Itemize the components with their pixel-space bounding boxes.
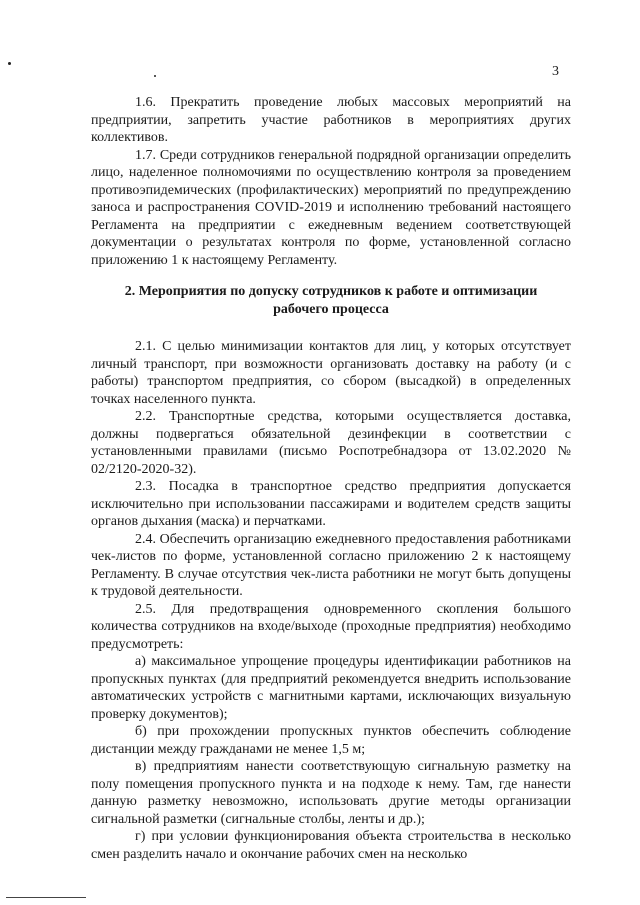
- scan-speck: [154, 75, 156, 77]
- paragraph-2-5: 2.5. Для предотвращения одновременного скопления большого количества сотрудников на входе/выходе (проходные предприятия) необходимо предусмотреть:: [91, 601, 571, 652]
- paragraph-2-2: 2.2. Транспортные средства, которыми осуществляется доставка, должны подвергаться обязательной дезинфекции в соответствии с установленными правилами (письмо Роспотребнадзора от 13.02.2020 № 02/2120-2020-32).: [91, 409, 571, 477]
- list-item-g: г) при условии функционирования объекта строительства в несколько смен разделить начало и окончание рабочих смен на несколько: [91, 829, 571, 862]
- footer-rule: [6, 897, 86, 898]
- scan-speck: [8, 62, 11, 65]
- paragraph-2-1: 2.1. С целью минимизации контактов для лиц, у которых отсутствует личный транспорт, при возможности организовать доставку на работу (и с работы) транспортом предприятия, со сбором (высадкой) в определенных точках населенного пункта.: [91, 339, 571, 407]
- paragraph-2-3: 2.3. Посадка в транспортное средство предприятия допускается исключительно при использовании пассажирами и водителем средств защиты органов дыхания (маска) и перчатками.: [91, 479, 571, 529]
- document-body: [91, 94, 571, 863]
- paragraph-1-6: 1.6. Прекратить проведение любых массовых мероприятий на предприятии, запретить участие работников в мероприятиях других коллективов.: [91, 95, 571, 145]
- list-item-a: а) максимальное упрощение процедуры идентификации работников на пропускных пунктах (для предприятий рекомендуется внедрить использование автоматических устройств с магнитными картами, исключающих визуальную проверку документов);: [91, 654, 571, 722]
- paragraph-1-7: 1.7. Среди сотрудников генеральной подрядной организации определить лицо, наделенное полномочиями по осуществлению контроля за проведением противоэпидемических (профилактических) мероприятий по предупреждению заноса и распространения COVID-2019 и исполнению требований настоящего Регламента на предприятии с ежедневным ведением соответствующей документации о результатах контроля по форме, установленной согласно приложению 1 к настоящему Регламенту.: [91, 147, 571, 268]
- list-item-b: б) при прохождении пропускных пунктов обеспечить соблюдение дистанции между гражданами не менее 1,5 м;: [91, 724, 571, 757]
- section-2-heading: 2. Мероприятия по допуску сотрудников к работе и оптимизации рабочего процесса: [124, 284, 538, 317]
- paragraph-2-4: 2.4. Обеспечить организацию ежедневного предоставления работниками чек-листов по форме, установленной согласно приложению 2 к настоящему Регламенту. В случае отсутствия чек-листа работники не могут быть допущены к трудовой деятельности.: [91, 531, 571, 599]
- page-number: 3: [552, 64, 559, 79]
- list-item-v: в) предприятиям нанести соответствующую сигнальную разметку на полу помещения пропускного пункта и на подходе к нему. Там, где нанести данную разметку невозможно, использовать другие методы организации сигнальной разметки (сигнальные столбы, ленты и др.);: [91, 759, 571, 827]
